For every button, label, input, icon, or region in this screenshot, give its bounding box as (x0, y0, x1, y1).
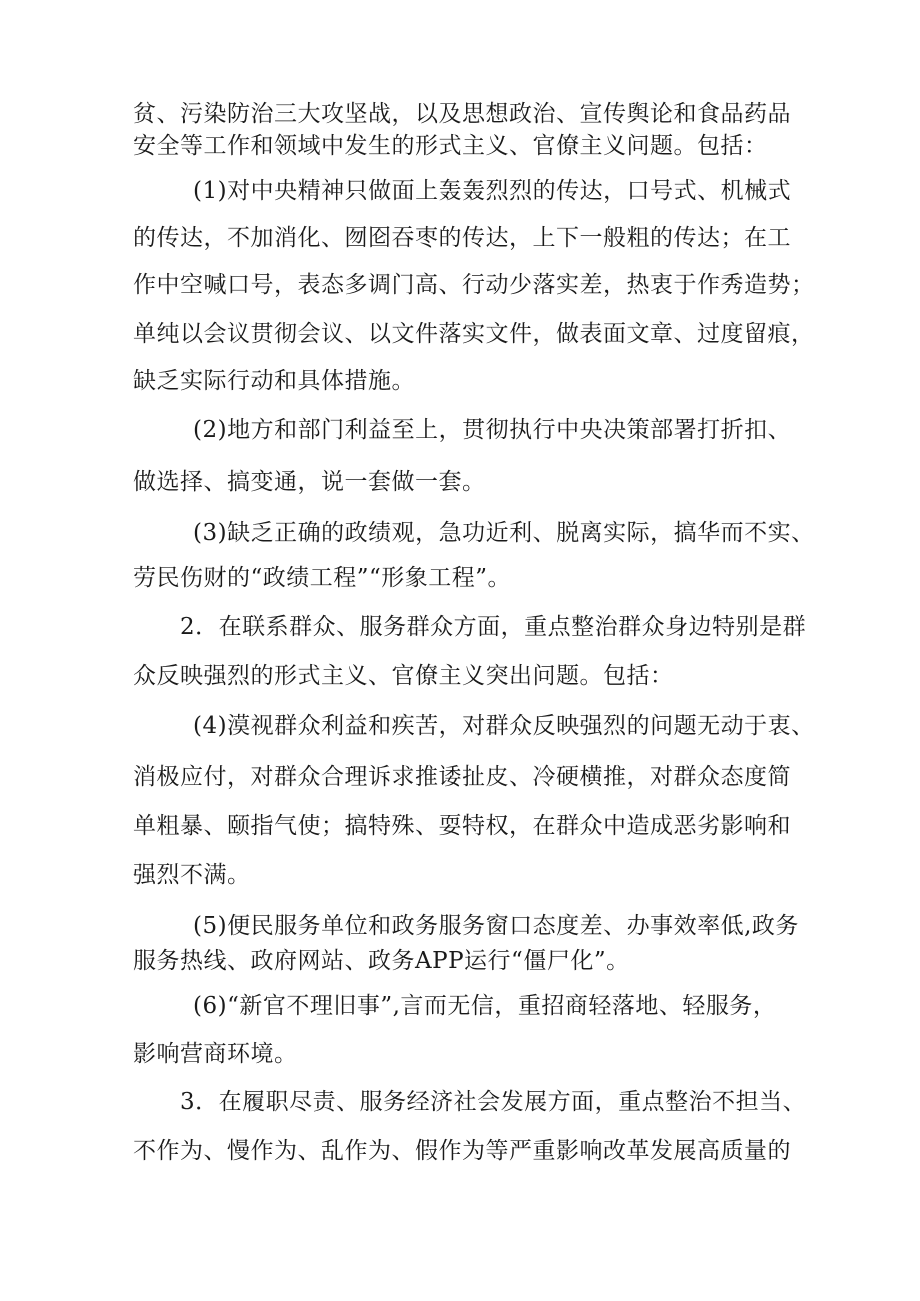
text-line: (1)对中央精神只做面上轰轰烈烈的传达，口号式、机械式 (193, 178, 792, 204)
text-line: (5)便民服务单位和政务服务窗口态度差、办事效率低,政务 (193, 913, 799, 939)
text-line: 的传达，不加消化、囫囵吞枣的传达，上下一般粗的传达；在工 (133, 225, 791, 251)
text-line: (2)地方和部门利益至上，贯彻执行中央决策部署打折扣、 (193, 417, 792, 443)
text-line: 单纯以会议贯彻会议、以文件落实文件，做表面文章、过度留痕， (133, 321, 815, 347)
text-line: 消极应付，对群众合理诉求推诿扯皮、冷硬横推，对群众态度简 (133, 764, 791, 790)
text-line: 做选择、搞变通，说一套做一套。 (133, 469, 486, 495)
text-line: 缺乏实际行动和具体措施。 (133, 368, 415, 394)
text-line: 单粗暴、颐指气使；搞特殊、耍特权，在群众中造成恶劣影响和 (133, 813, 791, 839)
text-line: 作中空喊口号，表态多调门高、行动少落实差，热衷于作秀造势； (133, 272, 815, 298)
text-line: 2．在联系群众、服务群众方面，重点整治群众身边特别是群 (180, 614, 807, 640)
text-line: 贫、污染防治三大攻坚战，以及思想政治、宣传舆论和食品药品 (133, 101, 791, 127)
text-line: 强烈不满。 (133, 862, 251, 888)
text-line: 安全等工作和领域中发生的形式主义、官僚主义问题。包括： (133, 133, 768, 159)
text-line: 众反映强烈的形式主义、官僚主义突出问题。包括： (133, 663, 674, 689)
text-line: 劳民伤财的“政绩工程”“形象工程”。 (133, 565, 512, 591)
text-line: 服务热线、政府网站、政务APP运行“僵尸化”。 (133, 948, 630, 974)
text-line: 影响营商环境。 (133, 1041, 298, 1067)
text-line: (6)“新官不理旧事”,言而无信，重招商轻落地、轻服务， (193, 993, 777, 1019)
text-line: (4)漠视群众利益和疾苦，对群众反映强烈的问题无动于衷、 (193, 713, 815, 739)
text-line: 3．在履职尽责、服务经济社会发展方面，重点整治不担当、 (180, 1089, 807, 1115)
text-line: (3)缺乏正确的政绩观，急功近利、脱离实际，搞华而不实、 (193, 520, 815, 546)
text-line: 不作为、慢作为、乱作为、假作为等严重影响改革发展高质量的 (133, 1138, 791, 1164)
